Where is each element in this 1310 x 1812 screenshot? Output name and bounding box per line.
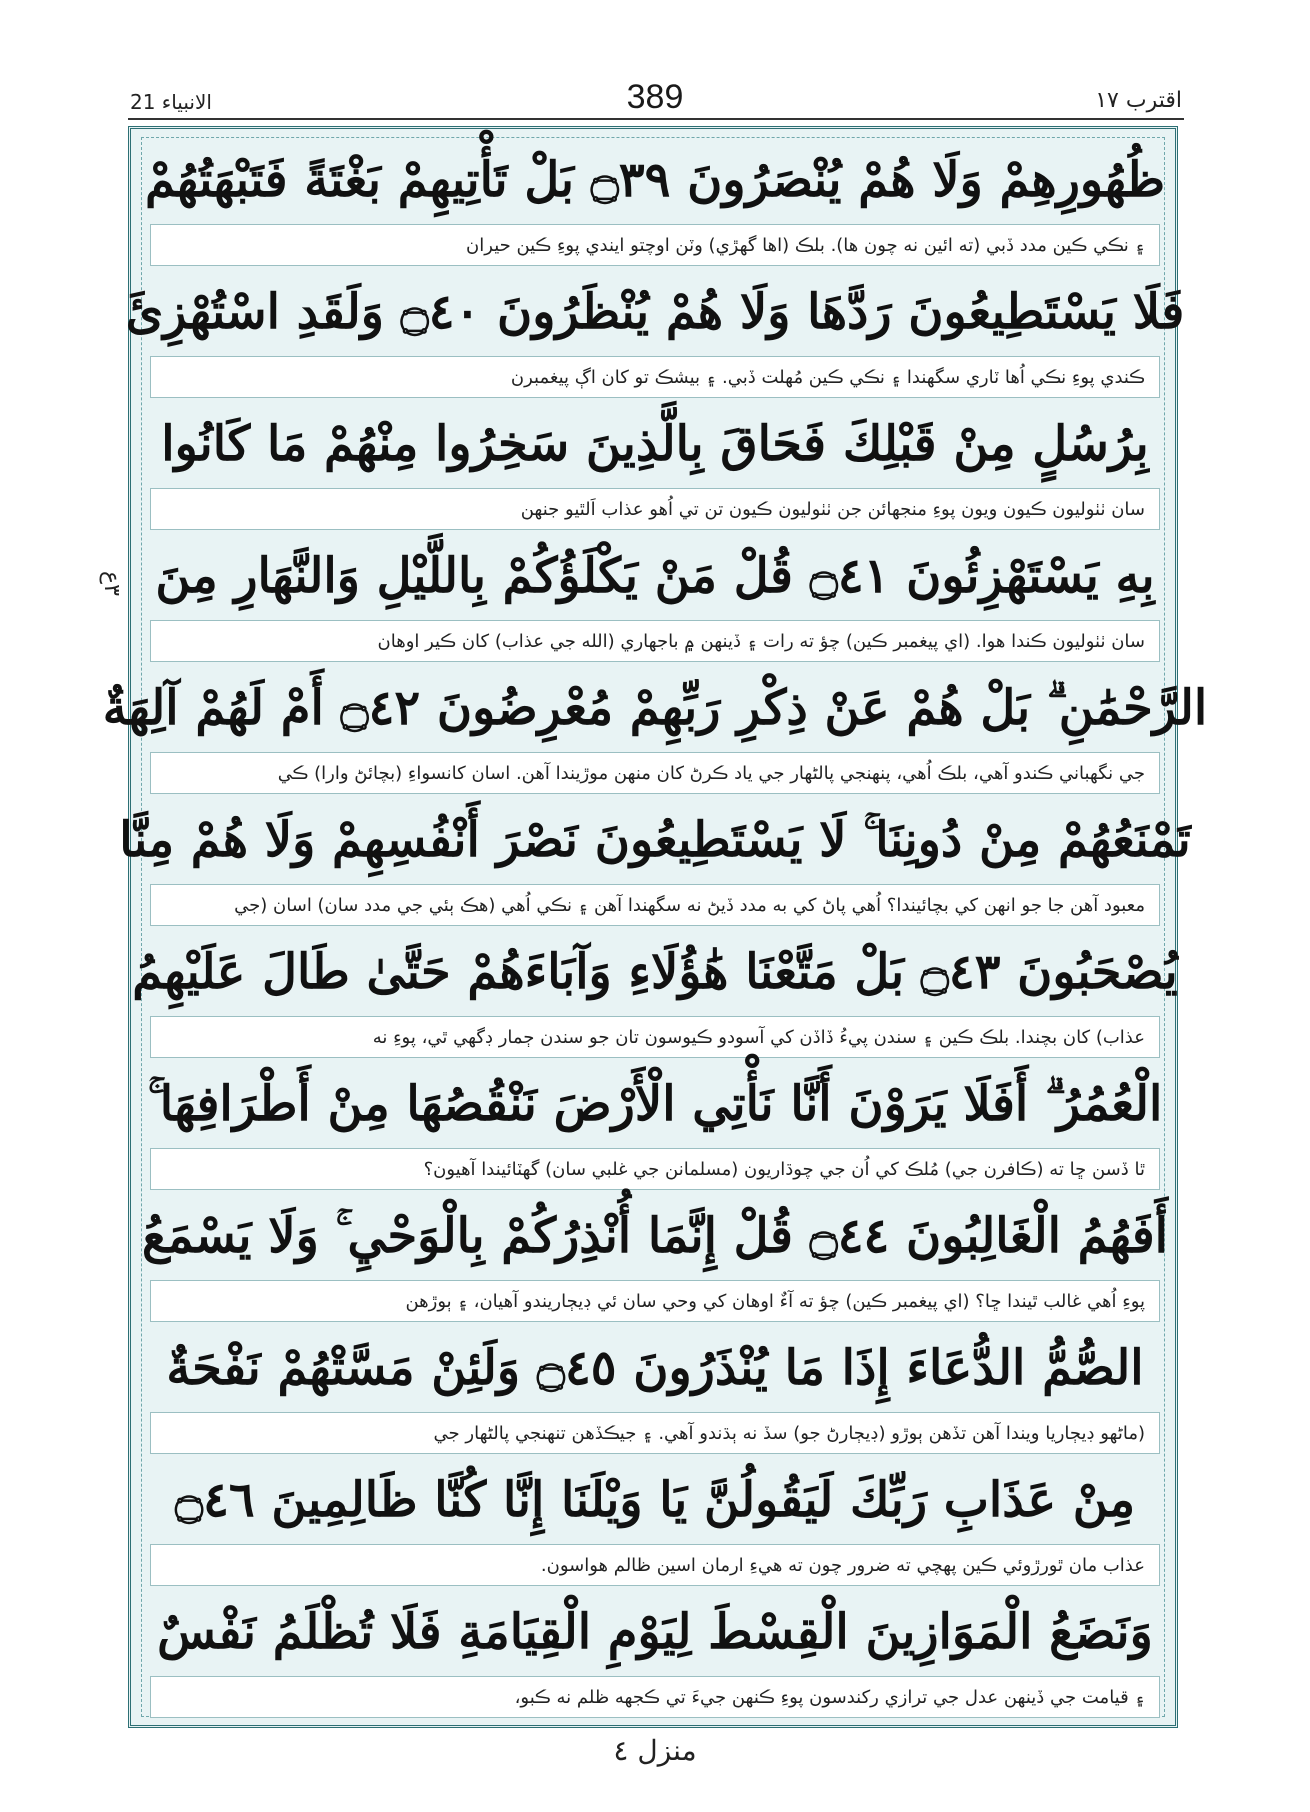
- sindhi-translation: ڪندي پوءِ نڪي اُها ٽاري سگهندا ۽ نڪي ڪين مُهلت ڏبي. ۽ بيشڪ تو کان اڳ پيغمبرن: [150, 356, 1160, 398]
- sindhi-translation: عذاب) کان بچندا. بلڪ ڪين ۽ سندن پيءُ ڏاڏن کي آسودو ڪيوسون تان جو سندن ڄمار ڊگهي ٿي، پوءِ نه: [150, 1016, 1160, 1058]
- arabic-line: الْعُمُرُ ۗ أَفَلَا يَرَوْنَ أَنَّا نَأْتِي الْأَرْضَ نَنْقُصُهَا مِنْ أَطْرَافِهَا ۚ: [147, 1075, 1163, 1132]
- verse-row: [132, 928, 1178, 1058]
- arabic-line: بِرُسُلٍ مِنْ قَبْلِكَ فَحَاقَ بِالَّذِينَ سَخِرُوا مِنْهُمْ مَا كَانُوا: [161, 416, 1149, 472]
- sindhi-translation: (ماڻهو ڊيڄاريا ويندا آهن تڏهن ٻوڙو (ڊيڄارڻ جو) سڏ نه ٻڌندو آهي. ۽ جيڪڏهن تنهنجي پالڻهار جي: [150, 1412, 1160, 1454]
- verse-row: [140, 532, 1170, 662]
- ruku-marker: ٣ع: [99, 570, 124, 596]
- sindhi-translation: سان ٺٺوليون ڪيون ويون پوءِ منجهائن جن ٺٺوليون ڪيون تن تي اُهو عذاب اَلٿيو جنهن: [150, 488, 1160, 530]
- verse-row: [140, 1588, 1170, 1718]
- arabic-line: الصُّمُّ الدُّعَاءَ إِذَا مَا يُنْذَرُونَ ۝٤٥ وَلَئِنْ مَسَّتْهُمْ نَفْحَةٌ: [166, 1340, 1144, 1396]
- sindhi-translation: سان ٺٺوليون ڪندا هوا. (اي پيغمبر ڪين) چؤ ته رات ۽ ڏينهن ۾ باجهاري (الله جي عذاب) کان ڪير اوهان: [150, 620, 1160, 662]
- sindhi-translation: معبود آهن جا جو انهن کي بچائيندا؟ اُهي پاڻ کي به مدد ڏيڻ نه سگهندا آهن ۽ نڪي اُهي (هڪ ٻئي جي مدد سان) اسان (جي: [150, 884, 1160, 926]
- sindhi-translation: جي نگهباني ڪندو آهي، بلڪ اُهي، پنهنجي پالڻهار جي ياد ڪرڻ کان منهن موڙيندا آهن. اسان کانسواءِ (بچائڻ وارا) ڪي: [150, 752, 1160, 794]
- verse-row: [102, 664, 1208, 794]
- arabic-line: بِهِ يَسْتَهْزِئُونَ ۝٤١ قُلْ مَنْ يَكْلَؤُكُمْ بِاللَّيْلِ وَالنَّهَارِ مِنَ: [155, 548, 1155, 604]
- verse-row: [140, 1060, 1170, 1190]
- arabic-line: فَلَا يَسْتَطِيعُونَ رَدَّهَا وَلَا هُمْ يُنْظَرُونَ ۝٤٠ وَلَقَدِ اسْتُهْزِئَ: [125, 284, 1185, 340]
- verse-row: [140, 1324, 1170, 1454]
- header-rule: [128, 118, 1184, 120]
- verse-row: [119, 796, 1191, 926]
- sindhi-translation: ۽ نڪي ڪين مدد ڏبي (ته ائين نه چون ها). بلڪ (اها گهڙي) وٽن اوچتو ايندي پوءِ ڪين حيران: [150, 224, 1160, 266]
- verse-row: [140, 136, 1170, 266]
- surah-label: الانبياء 21: [130, 90, 212, 114]
- arabic-line: يُصْحَبُونَ ۝٤٣ بَلْ مَتَّعْنَا هَٰؤُلَاءِ وَآبَاءَهُمْ حَتَّىٰ طَالَ عَلَيْهِمُ: [132, 944, 1178, 1000]
- sindhi-translation: ۽ قيامت جي ڏينهن عدل جي ترازي رکندسون پوءِ ڪنهن جيءَ تي ڪجهه ظلم نه ڪبو،: [150, 1676, 1160, 1718]
- arabic-line: الرَّحْمَٰنِ ۗ بَلْ هُمْ عَنْ ذِكْرِ رَبِّهِمْ مُعْرِضُونَ ۝٤٢ أَمْ لَهُمْ آلِهَةٌ: [102, 679, 1208, 736]
- sindhi-translation: عذاب مان ٿورڙوئي ڪين پهچي ته ضرور چون ته هيءِ ارمان اسين ظالم هواسون.: [150, 1544, 1160, 1586]
- arabic-line: ظُهُورِهِمْ وَلَا هُمْ يُنْصَرُونَ ۝٣٩ بَلْ تَأْتِيهِمْ بَغْتَةً فَتَبْهَتُهُمْ: [144, 152, 1166, 208]
- verse-row: [125, 268, 1185, 398]
- arabic-line: أَفَهُمُ الْغَالِبُونَ ۝٤٤ قُلْ إِنَّمَا أُنْذِرُكُمْ بِالْوَحْيِ ۚ وَلَا يَسْمَعُ: [142, 1207, 1168, 1264]
- page-number: 389: [626, 78, 684, 116]
- sindhi-translation: ٿا ڏسن ڇا ته (ڪافرن جي) مُلڪ کي اُن جي چوڌاريون (مسلمانن جي غلبي سان) گهٽائيندا آهيون؟: [150, 1148, 1160, 1190]
- verse-row: [140, 1456, 1170, 1586]
- arabic-line: وَنَضَعُ الْمَوَازِينَ الْقِسْطَ لِيَوْمِ الْقِيَامَةِ فَلَا تُظْلَمُ نَفْسٌ: [157, 1604, 1153, 1660]
- page-header: [0, 78, 1310, 118]
- arabic-line: تَمْنَعُهُمْ مِنْ دُونِنَا ۚ لَا يَسْتَطِيعُونَ نَصْرَ أَنْفُسِهِمْ وَلَا هُمْ مِنَّا: [119, 811, 1191, 868]
- verse-row: [140, 400, 1170, 530]
- verse-row: [140, 1192, 1170, 1322]
- juz-label: اقترب ١٧: [1095, 88, 1182, 113]
- arabic-line: مِنْ عَذَابِ رَبِّكَ لَيَقُولُنَّ يَا وَيْلَنَا إِنَّا كُنَّا ظَالِمِينَ ۝٤٦: [174, 1472, 1136, 1528]
- sindhi-translation: پوءِ اُهي غالب ٿيندا ڇا؟ (اي پيغمبر ڪين) چؤ ته آءٌ اوهان کي وحي سان ئي ڊيڄاريندو آهيان، ۽ ٻوڙهن: [150, 1280, 1160, 1322]
- manzil-footer: منزل ٤: [613, 1734, 697, 1767]
